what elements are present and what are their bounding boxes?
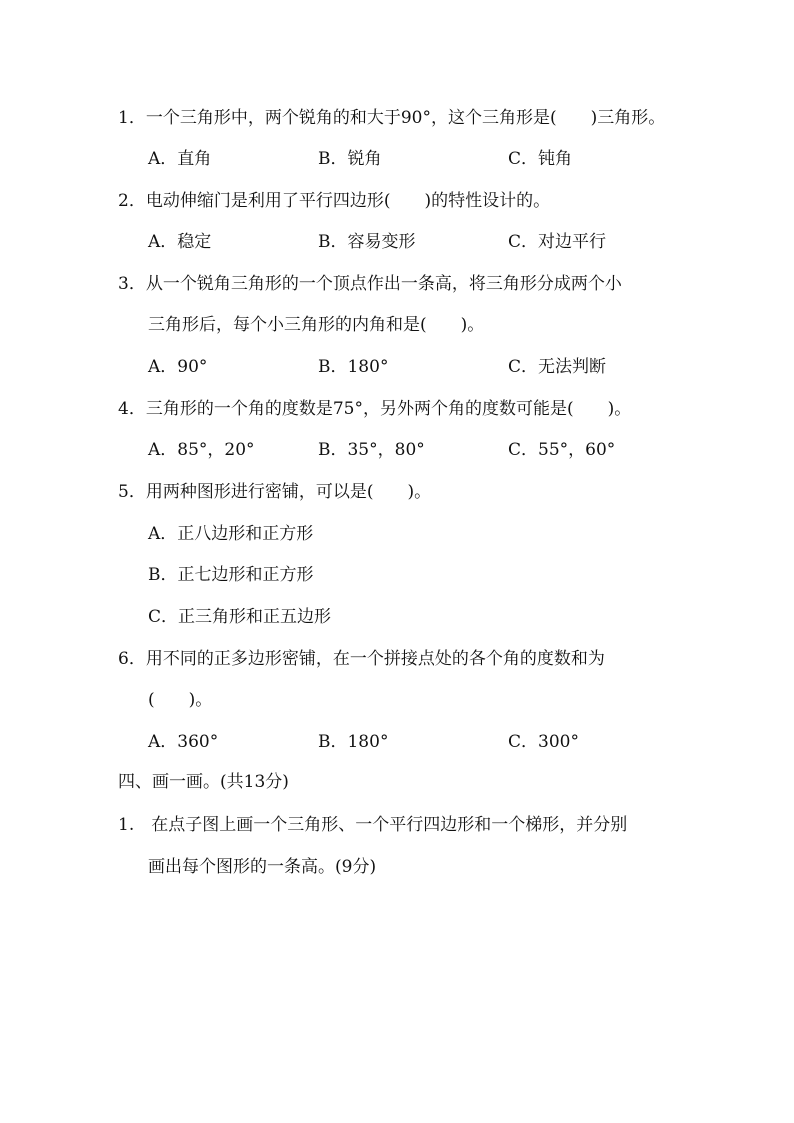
question-2-option-c: C．对边平行: [508, 232, 607, 252]
question-1-option-b: B．锐角: [318, 149, 382, 169]
question-2-option-b: B．容易变形: [318, 232, 416, 252]
question-2-option-a: A．稳定: [148, 232, 212, 252]
question-3-option-a: A．90°: [148, 357, 208, 377]
question-3-text: 3．从一个锐角三角形的一个顶点作出一条高，将三角形分成两个小: [118, 274, 622, 294]
question-3-option-b: B．180°: [318, 357, 389, 377]
question-5-option-c: C．正三角形和正五边形: [148, 607, 332, 627]
question-3-option-c: C．无法判断: [508, 357, 607, 377]
question-4-option-a: A．85°，20°: [148, 440, 255, 460]
question-5-option-b: B．正七边形和正方形: [148, 565, 314, 585]
question-6-option-b: B．180°: [318, 732, 389, 752]
question-6-option-a: A．360°: [148, 732, 219, 752]
question-5-option-a: A．正八边形和正方形: [148, 524, 314, 544]
question-6-option-c: C．300°: [508, 732, 579, 752]
question-1-text: 1．一个三角形中，两个锐角的和大于90°，这个三角形是( )三角形。: [118, 108, 666, 128]
question-4-option-b: B．35°，80°: [318, 440, 425, 460]
section-4-heading: 四、画一画。(共13分): [118, 772, 289, 792]
section-4-question-1-text: 1. 在点子图上画一个三角形、一个平行四边形和一个梯形，并分别: [118, 815, 628, 835]
question-6-text: 6．用不同的正多边形密铺，在一个拼接点处的各个角的度数和为: [118, 649, 605, 669]
question-3-continuation: 三角形后，每个小三角形的内角和是( )。: [148, 315, 485, 335]
question-4-option-c: C．55°，60°: [508, 440, 616, 460]
question-1-option-c: C．钝角: [508, 149, 573, 169]
question-5-text: 5．用两种图形进行密铺，可以是( )。: [118, 482, 432, 502]
section-4-question-1-continuation: 画出每个图形的一条高。(9分): [148, 857, 377, 877]
question-1-option-a: A．直角: [148, 149, 212, 169]
question-6-continuation: ( )。: [148, 690, 213, 710]
question-4-text: 4．三角形的一个角的度数是75°，另外两个角的度数可能是( )。: [118, 399, 632, 419]
question-2-text: 2．电动伸缩门是利用了平行四边形( )的特性设计的。: [118, 191, 551, 211]
